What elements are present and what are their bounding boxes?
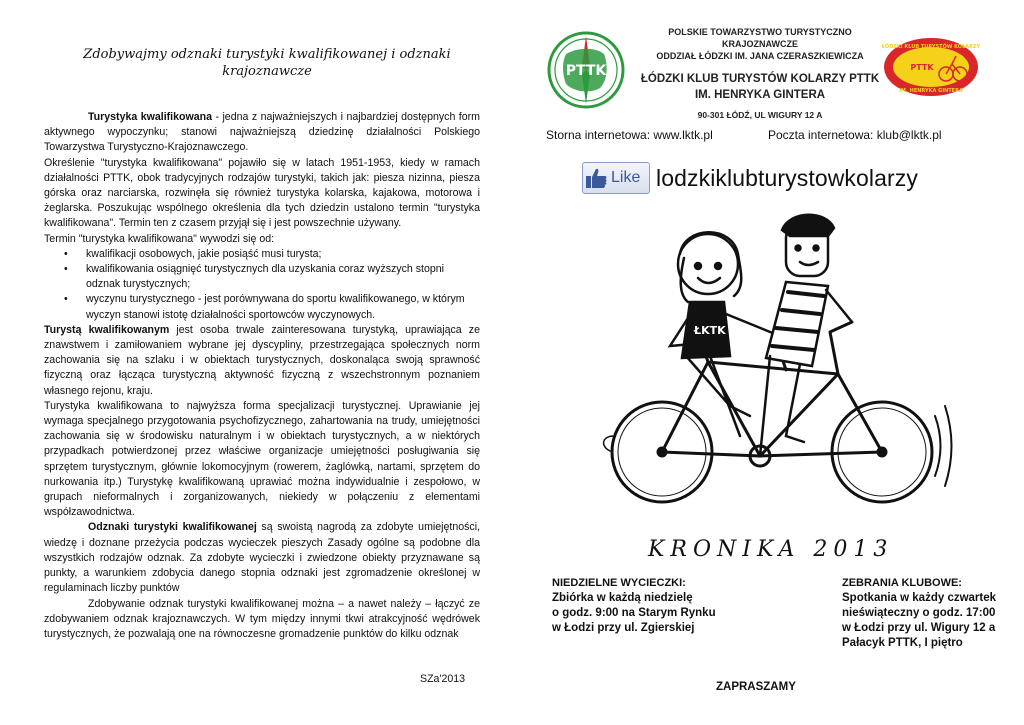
- paragraph-6-text: są swoistą nagrodą za zdobyte umiejętności, wiedzę i doznane przeżycia podczas wycieczek pieszych Zasady ogólne są podobne dla wszystkich rodzajów odznak. Za zdobyte wycieczki i zwiedzone obiekty przyznawane są punkty, a warunkiem zdobycia danego stopnia odznaki jest zgromadzenie określonej w regulaminach liczby punktów: [44, 521, 481, 595]
- pttk-logo-text: PTTK: [565, 63, 607, 79]
- paragraph-5: Turystyka kwalifikowana to najwyższa forma specjalizacji turystycznej. Uprawianie jej wymaga specjalnego przygotowania psychofizycznego, zahartowania na trudy, umiejętności zachowania się w środowisku naturalnym i w obiektach turystycznych, a w niektórych przypadkach potwierdzonej przez właściwe organizacje umiejętności posługiwania się sprzętem turystycznym, głównie lokomocyjnym (rowerem, żaglówką, nartami, sprzętem do nurkowania itp.) Turystykę kwalifikowaną uprawiać można indywidualnie i zespołowo, w grupach nieformalnych i zorganizowanych, niekiedy w połączeniu z elementami współzawodnictwa.: [44, 399, 480, 519]
- pttk-logo: [546, 30, 626, 110]
- list-item: • kwalifikowania osiągnięć turystycznych dla uzyskania coraz wyższych stopni odznak turystycznych;: [64, 262, 480, 292]
- paragraph-4: [44, 323, 480, 399]
- org-address: 90-301 ŁÓDŹ, UL WIGURY 12 A: [697, 110, 823, 120]
- term-bold: Turystą kwalifikowanym: [44, 323, 170, 336]
- club-meetings-title: ZEBRANIA KLUBOWE:: [842, 577, 962, 589]
- org-line-1: POLSKIE TOWARZYSTWO TURYSTYCZNO KRAJOZNAWCZE: [668, 27, 852, 49]
- organization-header: [640, 26, 880, 120]
- club-meetings-box: [842, 576, 996, 651]
- shirt-text: ŁKTK: [694, 324, 726, 337]
- website-link[interactable]: Storna internetowa: www.lktk.pl: [546, 128, 713, 142]
- org-line-4: IM. HENRYKA GINTERA: [694, 89, 826, 101]
- chronicle-title: KRONIKA 2013: [648, 537, 894, 562]
- term-bold: Turystyka kwalifikowana: [88, 111, 212, 123]
- like-label: Like: [611, 169, 641, 186]
- facebook-like-box[interactable]: [582, 162, 918, 194]
- paragraph-2: Określenie "turystyka kwalifikowana" pojawiło się w latach 1951-1953, kiedy w ramach działalności PTTK, obok tradycyjnych rodzajów turystyki, takich jak: piesza nizinna, piesza górska oraz narciarska, rozwinęła się również turystyka kolarska, kajakowa, motorowa i żeglarska. Poszukując wspólnego określenia dla tych dziedzin ustalono termin "turystyka kwalifikowana". Termin ten z czasem przyjął się i jest powszechnie używany.: [44, 156, 480, 230]
- paragraph-3: Termin "turystyka kwalifikowana" wywodzi się od:: [44, 232, 275, 245]
- paragraph-1: [44, 110, 480, 156]
- paragraph-7: Zdobywanie odznak turystyki kwalifikowanej można – a nawet należy – łączyć ze zdobywaniem odznak krajoznawczych. W tym między innymi tkwi atrakcyjność wędrówek turystycznych, że pozwalają one na równoczesne gromadzenie punktów do kilku odznak: [44, 597, 480, 640]
- club-meetings-line: Pałacyk PTTK, I piętro: [842, 637, 963, 649]
- paragraph-1-text: - jedna z najważniejszych i najbardziej dostępnych form aktywnego wypoczynku; stanowi najważniejszą dziedzinę działalności Polskiego Towarzystwa Turystyczno-Krajoznawczego.: [44, 111, 480, 154]
- paragraph-6: [44, 520, 480, 596]
- list-item: • kwalifikacji osobowych, jakie posiąść musi turysta;: [64, 247, 480, 262]
- tandem-bicycle-illustration: [590, 206, 960, 526]
- club-badge-top-text: ŁÓDZKI KLUB TURYSTÓW KOLARZY: [882, 44, 980, 50]
- sunday-trips-line: o godz. 9:00 na Starym Rynku: [552, 607, 716, 619]
- paragraph-4-text: jest osoba trwale zainteresowana turystyką, uprawiająca ze znawstwem i zamiłowaniem wybrane jej dyscypliny, przestrzegająca społecznych norm zachowania się na szlaku i w obiektach turystycznych, doskonaląca swoją sprawność fizyczną oraz łącząca turystyczną aktywność fizyczną z wszechstronnym poznaniem własnego rejonu, kraju.: [44, 323, 480, 397]
- facebook-page-name[interactable]: lodzkiklubturystowkolarzy: [656, 164, 918, 191]
- invitation-text: ZAPRASZAMY: [716, 681, 796, 693]
- org-line-2: ODDZIAŁ ŁÓDZKI IM. JANA CZERASZKIEWICZA: [656, 51, 864, 61]
- article-title: Zdobywajmy odznaki turystyki kwalifikowanej i odznaki krajoznawcze: [83, 47, 451, 79]
- thumbs-up-icon: [583, 165, 609, 191]
- term-bold: Odznaki turystyki kwalifikowanej: [88, 521, 257, 534]
- club-badge-center-text: PTTK: [910, 63, 934, 72]
- club-badge-bottom-text: IM. HENRYKA GINTERA: [899, 88, 963, 94]
- sunday-trips-title: NIEDZIELNE WYCIECZKI:: [552, 577, 686, 589]
- email-link[interactable]: Poczta internetowa: klub@lktk.pl: [768, 128, 942, 142]
- signature: SZa'2013: [420, 673, 466, 685]
- bullet-list: [44, 247, 480, 323]
- sunday-trips-line: w Łodzi przy ul. Zgierskiej: [552, 622, 695, 634]
- club-meetings-line: w Łodzi przy ul. Wigury 12 a: [842, 622, 996, 634]
- facebook-like-button[interactable]: [582, 162, 650, 194]
- sunday-trips-line: Zbiórka w każdą niedzielę: [552, 592, 693, 604]
- list-item: • wyczynu turystycznego - jest porównywana do sportu kwalifikowanego, w którym wyczyn stanowi istotę działalności sportowców wyczynowych.: [64, 292, 480, 322]
- club-meetings-line: Spotkania w każdy czwartek: [842, 592, 997, 604]
- org-line-3: ŁÓDZKI KLUB TURYSTÓW KOLARZY PTTK: [640, 73, 880, 85]
- sunday-trips-box: [552, 576, 716, 636]
- left-column: [44, 46, 480, 642]
- club-meetings-line: nieświąteczny o godz. 17:00: [842, 607, 996, 619]
- club-badge-logo: [882, 36, 980, 98]
